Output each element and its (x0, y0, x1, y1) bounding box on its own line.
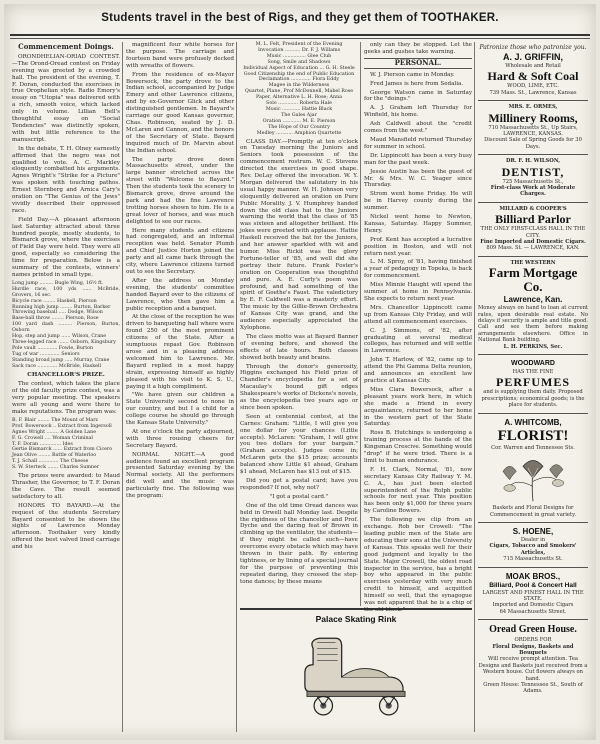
ad-signature: L. H. PERKINS, Sec. (503, 343, 563, 350)
ormes-millinery-ad (478, 101, 588, 155)
personal-item: L. M. Sproy, of '81, having finished a year of pedagogy in Topeka, is back for commencement. (364, 259, 472, 280)
ad-address: Cor. Warren and Tennessee Sts. (491, 444, 575, 451)
ad-subline: LARGEST AND FINEST HALL IN THE STATE. (482, 589, 584, 602)
column-4 (364, 42, 472, 613)
ad-subline: Dealer in (520, 536, 546, 543)
article-paragraph: "We have given our children a State University second to none in our country, and but I a child for a college course he should go through the Kansas State University." (126, 392, 234, 427)
ad-items: Floral Designs, Baskets and Bouquets (492, 643, 574, 656)
article-paragraph: "I got a postal card." (269, 493, 329, 500)
ad-city: LAWRENCE, KANSAS. (503, 130, 563, 137)
article-paragraph: At one o'clock the party adjourned, with three rousing cheers for Secretary Bayard. (126, 428, 234, 449)
flower-illustration (490, 453, 576, 503)
hoene-cigars-ad (478, 523, 588, 568)
banner-rule (10, 34, 590, 36)
ad-headline: FLORIST! (497, 427, 569, 444)
ad-text: Will receive prompt attention. Tea Designs and Baskets just received from a Western house. Cut flowers always on hand. (478, 656, 588, 682)
ad-text: Baskets and Floral Designs for Commencement in great variety. (490, 505, 576, 518)
personal-item: John T. Harlow, of '82, came up to attend the Phi Gamma Delta reunion, and announces an excellent law practice at Kansas City. (364, 357, 472, 384)
personal-item: Ash Caldwell about the "credit comes from the west." (364, 121, 472, 135)
whitcomb-florist-ad (478, 414, 588, 523)
ad-subline: HAS THE FINE (512, 369, 554, 376)
article-paragraph: After the address on Monday evening, the students' committee handed Bayard over to the citizens of Lawrence, who then gave him a public reception and a banquet. (126, 277, 234, 312)
chancellor-prize-heading: CHANCELLOR'S PRIZE. (27, 371, 105, 378)
banner-rule-thin (10, 38, 590, 39)
article-paragraph: The party drove down Massachusetts street, under the large banner stretched across the street with "Welcome to Bayard." Then the students took the scenery to Bismarck grove, drove around the park and had the fine Lawrence trotting horses shown to him. He is a great lover of horses, and was much delighted to see our races. (126, 156, 234, 225)
personal-item: Miss Minnie Haught will spend the summer at home in Pennsylvania. She expects to return next year. (364, 282, 472, 302)
personal-item: Strom went home Friday. He will be in Harvey county during the summer. (364, 191, 472, 212)
column-1 (12, 42, 120, 732)
ad-items: WOOD, LIME, ETC. (507, 83, 559, 90)
column-divider (360, 42, 361, 606)
article-paragraph: NORMAL NIGHT.—A good audience found an excellent program presented Saturday evening by the Normal society. All the performers did well and the music was particularly fine. The following was the program: (126, 451, 234, 500)
ad-headline: Hard & Soft Coal (487, 69, 579, 84)
ad-items: Imported and Domestic Cigars (492, 602, 574, 609)
ad-text: Money always on hand to loan at current rates, upon desirable real estate. No delays if security is ample and title good. Call and see them before making arrangements elsewhere. Office in National Bank building. (478, 305, 588, 344)
column-3-text (240, 42, 358, 585)
griffin-coal-ad (478, 42, 588, 101)
article-paragraph: magnificent four white horses for the purpose. The carriage and fourteen band were profusely decked with wreaths of flowers. (126, 42, 234, 69)
rink-title: Palace Skating Rink (315, 614, 397, 624)
ad-note: First-class Work at Moderate Charges. (490, 184, 576, 198)
skating-rink-ad (240, 608, 472, 734)
woodward-perfumes-ad (478, 355, 588, 414)
ad-subline: THE ONLY FIRST-CLASS HALL IN THE CITY. (480, 226, 586, 239)
ad-headline: Farm Mortgage Co. (488, 265, 578, 295)
ad-city: Lawrence, Kan. (503, 295, 563, 305)
ad-subline: ORDERS FOR (514, 637, 552, 644)
ad-address: 739 Mass. St., Lawrence, Kansas (489, 89, 577, 96)
ad-name: MOAK BROS., (505, 571, 561, 581)
ad-name: A. J. GRIFFIN, (502, 51, 563, 62)
normal-program: M. L. Felt, President of the Evening Invocation .......... Dr. F. J. Willams Music ............... Glee Club Song, Smile and Shadows Individual Aspect of Education ... G. H. Steele Good Citizenship the end of Public Education Declamation ............. Flora Eddy Magee in the Wilderness Quartet, Plane, Prof McDonnell, Mabel Rose Paper, Alternative L. H. Rose; Anna Solo ............. Roberta Hale Music ............ Hattie Black The Gales Ajar Oration ............ M. E. Pierson The Hope of Our Country Medley ........... Amphion Quartette (243, 42, 355, 136)
personal-item: Dr. Lippincott has been a very busy man for the past week. (364, 152, 472, 166)
ad-name: MILLARD & COOPER'S (499, 205, 567, 212)
ad-subline: THE WESTERN (510, 259, 556, 266)
article-paragraph: Here many students and citizens had congregated, and an informal reception was held. Senator Plumb and Chief Justice Horton joined the party and all came back through the city, where Lawrence citizens turned out to see the Secretary. (126, 227, 234, 275)
ad-headline: Billiard, Pool & Concert Hall (489, 581, 577, 589)
article-paragraph: The class motto was at Bayard Banner of evening before, and showed the effects of late hours. Both classes showed both beauty and brains. (240, 333, 358, 361)
ad-address: 715 Massachusetts St. (503, 556, 563, 563)
ad-address: 710 Massachusetts St., Up Stairs, (488, 124, 578, 131)
personal-item: W. J. Pierson came in Monday. (370, 71, 455, 78)
personal-item: Prof. Kent has accepted a lucrative position in Boston, and will not return next year. (364, 236, 472, 257)
article-paragraph: CLASS DAY.—Promptly at ten o'clock on Tuesday morning the Juniors and Seniors took possession of the commencement rostrum. W. C. Stevens directed the exercises in good shape. Rev. DeLay offered the invocation. W. Y. Morgan delivered the salutatory in his usual happy manner. W. H. Johnson very eloquently delivered an oration on Pure Public Morality. J. V. Humphrey handed down the old class hat to the Juniors warning the world that the class of '85 was sixteen and altogether brilliant. His jokes were greeted with applause. Hattie Haskell received the bat for the Juniors, and her answer sparkled with wit and humor. Miss Rickit was the glory Fortune-teller of '85, and well did she portray their future. Frank Foster's oration on Cooperation was thoughtful and pure. A. E. Curly's poem was profound, and had something of the spirit of Goethe's Faust. The valedictory by E. F. Caldwell was a masterly effort. The music by the Gillie-Brown Orchestra of Kansas City was grand, and the audience especially appreciated the Xylophone. (240, 138, 358, 331)
personal-item: Ross B. Hutchings is undergoing a training process at the hands of the Kingsman Crescive. Something would "drop" if he were tried. There is a limit to human endurance. (364, 430, 472, 464)
commencement-heading: Commencement Doings. (18, 42, 114, 51)
column-2 (126, 42, 234, 732)
personal-item: Nickel went home to Newton, Kansas, Saturday. Happy Summer, Henry. (364, 214, 472, 234)
personal-item: Jessie Austin has been the guest of Mr. & Mrs. W. C. Yeager since Thursday. (364, 168, 472, 189)
personal-item: George Watson came in Saturday for the "doings." (364, 89, 472, 103)
ad-note: Discount Sale of Spring Goods for 30 Days. (484, 137, 582, 150)
ad-items: Cigars, Tobacco and Smokers' Articles, (489, 543, 577, 556)
article-paragraph: Through the donor's generosity, Higgins exchanged his Field prize of Chandler's encyclopedia for a set of Macaulay's bound gift edges Shakespeare's works of Dickens's novels, as the encyclopedia two years ago or since been spoken. (240, 363, 358, 411)
ad-name: A. WHITCOMB, (504, 417, 562, 427)
article-paragraph: only can they be stopped. Let the geeks and gushes take warning. (364, 42, 472, 55)
column-divider (474, 42, 475, 732)
billiard-parlor-ad (478, 203, 588, 257)
column-divider (236, 42, 237, 732)
column-divider (122, 42, 123, 732)
personal-item: The following we clip from an exchange. Rob ber Crowell: "The leading public men of the State are educating their sons at the University of Kansas. This speaks well for their good judgment and loyalty to the State. Major Crowell, the oldest road inspector in the service, has a bright boy who appeared in the public exercises yesterday with very much credit to himself, and acquitted himself so well, that the synagogue was not apparent that he is a chip of the old block." (364, 517, 472, 613)
ad-headline: Oread Green House. (489, 624, 577, 636)
newspaper-page (4, 4, 596, 740)
ad-headline: DENTIST, (501, 164, 565, 179)
ad-items: Fine Imported and Domestic Cigars. (480, 239, 586, 245)
ad-address: 809 Mass. St. — LAWRENCE, KAN. (486, 245, 580, 252)
article-paragraph: ORONDHELIAN-ORIAD CONTEST.—The Orond-Oread contest on Friday evening was greeted by a crowded hall. The president of the evening, T. F. Doran, conducted the exercises in true Orophelian style. Radio Emory's essay on "Utopia" was delivered with a rich, smooth voice, which lacked only in volume. Lillian Bell's thoughtful essay on "Social Tendencies" was distinctly spoken, with but little reference to the manuscript. (12, 53, 120, 143)
personal-item: C. J. Simmons, of '82, after graduating at several medical colleges, has returned and will settle in Lawrence. (364, 327, 472, 355)
article-paragraph: Did you get a postal card; have you responded? If not, why not? (240, 478, 358, 491)
page-banner: Students travel in the best of Rigs, and they get them of TOOTHAKER. (101, 12, 499, 24)
farm-mortgage-ad (478, 257, 588, 355)
article-paragraph: Seen at centennial contest, at the Carnes: Graham: "Little, I will give you one dollar for your chances (Little accepts). McLaren: "Graham, I will give you two dollars for your bargain." (Graham accepts). Judges come in; McLaren gets the $15 prize; accounts balanced show Little $1 ahead, Graham $1 ahead, McLaren has $13 out of $15. (240, 413, 358, 476)
oread-greenhouse-ad (478, 620, 588, 699)
column-5-ads (478, 42, 588, 732)
personal-item: F. H. Clark, Normal, '81, now secretary Kansas City Railway Y. M. C. A., has just been elected superintendent of the Rolph public schools for next year. This position has been only $1,000 for three years by Caroline Bowers. (364, 466, 472, 515)
ad-text: and is supplying them daily. Proposed prescriptions; economical goods; is the place for students. (481, 389, 585, 409)
personal-item: Maud Mansfield returned Thursday for summer in school. (364, 136, 472, 150)
article-paragraph: One of the old time Oread dances was held in Orwell hall Monday last. Despite the rigidness of the chancellor and Prof. Dyche and the daring feat of Brown in climbing up the ventilator, the students—if they might be called such—have overcome every obstacle which may have thrown in their path. By entering tightness, or by lining of a special journal for the purpose of preventing this repeated daring, they crossed the step-tone dances; by these means (240, 502, 358, 585)
ad-headline: PERFUMES (496, 375, 570, 390)
roller-skate-illustration (286, 628, 426, 720)
personal-item: Mrs. Chancellor Lippincott came up from Kansas City Friday, and will attend all commencement exercises. (364, 304, 472, 325)
personal-item: Fred James is here from Sedalia. (370, 80, 464, 87)
ad-headline: Millinery Rooms, (488, 110, 578, 125)
personal-item: A. J. Graham left Thursday for Winfield, his home. (364, 105, 472, 119)
ad-address: 725 Massachusetts St., (502, 178, 564, 185)
ad-headline: Billiard Parlor (495, 212, 571, 227)
wilson-dentist-ad (478, 155, 588, 203)
contest-program: B. F. Blair ........ The Mount of Marz Prof. Bowersock .. Extract from Ingersoll Agnes Wright ........ A Golden Lane F. G. Crowell .... Woman Criminal T. F. Doran .............. Ides Gertie Bismarck ...... Extract from Cicero Jean Olive ........ Battle of Waterloo T. J. Schall ............. The Cheese S. W. Sterteck ....... Charles Sumner (12, 417, 113, 471)
ad-tagline: Patronize those who patronize you. (479, 44, 587, 51)
article-paragraph: The prizes were awarded: to Maud Thrasher, the Governor, to T. F. Doran the Cave. The result seemed satisfactory to all. (12, 473, 120, 500)
article-paragraph: In the debate, T. H. Olney earnestly affirmed that the negro was not qualified to vote. A. C. Markley eloquently combatted his arguments. Agnes Wright's "Strike for a Picture" was spoken with touching pathos. Ernest Sternberg and Arnica Cary's oration on "The Genius of the Jews" vividly described their oppressed race. (12, 145, 120, 214)
ad-address: 64 Massachusetts Street. (499, 608, 567, 615)
article-paragraph: HONORS TO BAYARD.—At the request of the students Secretary Bayard consented to be shown the sights of Lawrence Monday afternoon. Toothaker very kindly offered the best valved lined carriage and his (12, 502, 120, 551)
article-paragraph: From the residence of ex-Mayor Bowersock, the party drove to the Indian school, accompanied by Judge Emery and other Lawrence citizens, and by ex-Governor Glick and other distinguished gentlemen. In Bayard's carriage our good Kansas governor, Chas. Robinson, seated by J. D. McLaren and Cannon, and the honors of the Secretary of State. Bayard inquired much of Dr. Marvin about the Indian school. (126, 71, 234, 154)
ad-subline: Wholesale and Retail (505, 62, 561, 69)
field-day-results: Long jump ......... Bugle Wing, 16½ ft. Hurdle race, 100 yds ...... McBride, Grovers, 16 sec. Bicycle race ........ Haskell, Pierson Running high jump ........ Burton, Barker Throwing baseball ..... Dodge, Wilson Base-ball throw ........ Pierson, Rose 100 yard dash ......... Pierson, Burton, Osborn Hop, step and jump ...... Wilson, Crane Three-legged race ....... Osborn, Kingsbury Pole vault ............. Fowle, Burton Tug of war ............. Seniors Standing broad jump ..... Murray, Crane Sack race ............. McBride, Haskell (12, 280, 120, 369)
ad-name: S. HOENE, (512, 526, 554, 536)
personal-heading: PERSONAL. (364, 58, 472, 69)
ad-name: DR. F. H. WILSON, (505, 158, 561, 165)
article-paragraph: The contest, which takes the place of the old faculty prize contest, was a very popular meeting. The speakers were all young and were there to make reputations. The program was: (12, 381, 120, 416)
ad-name: WOODWARD (511, 360, 555, 368)
moak-bros-ad (478, 568, 588, 621)
personal-item: Miss Clara Bowersock, after a pleasant years work here, in which she made a friend in every acquaintance, returned to her home in the western part of the State Saturday. (364, 386, 472, 428)
ad-name: MRS. E. ORMES, (508, 104, 558, 111)
article-paragraph: Field Day.—A pleasant afternoon last Saturday attracted about three hundred people, mostly students, to Bismarck grove, where the exercises of Field Day were held. They were all good, especially so considering the time for preparation. Below is a summary of the contests, winners' names printed in small type. (12, 216, 120, 278)
ad-address: Green House: Tennessee St., South of Adams. (483, 682, 583, 695)
article-paragraph: At the close of the reception he was driven to banqueting hall where were found 250 of the most prominent citizens of the State. After a sumptuous repast Gov. Robinson arose and in a pleasing address welcomed him to Lawrence. Mr. Bayard replied in a most happy strain, expressing himself as highly pleased with his visit to K. S. U., paying it a high compliment. (126, 314, 234, 390)
